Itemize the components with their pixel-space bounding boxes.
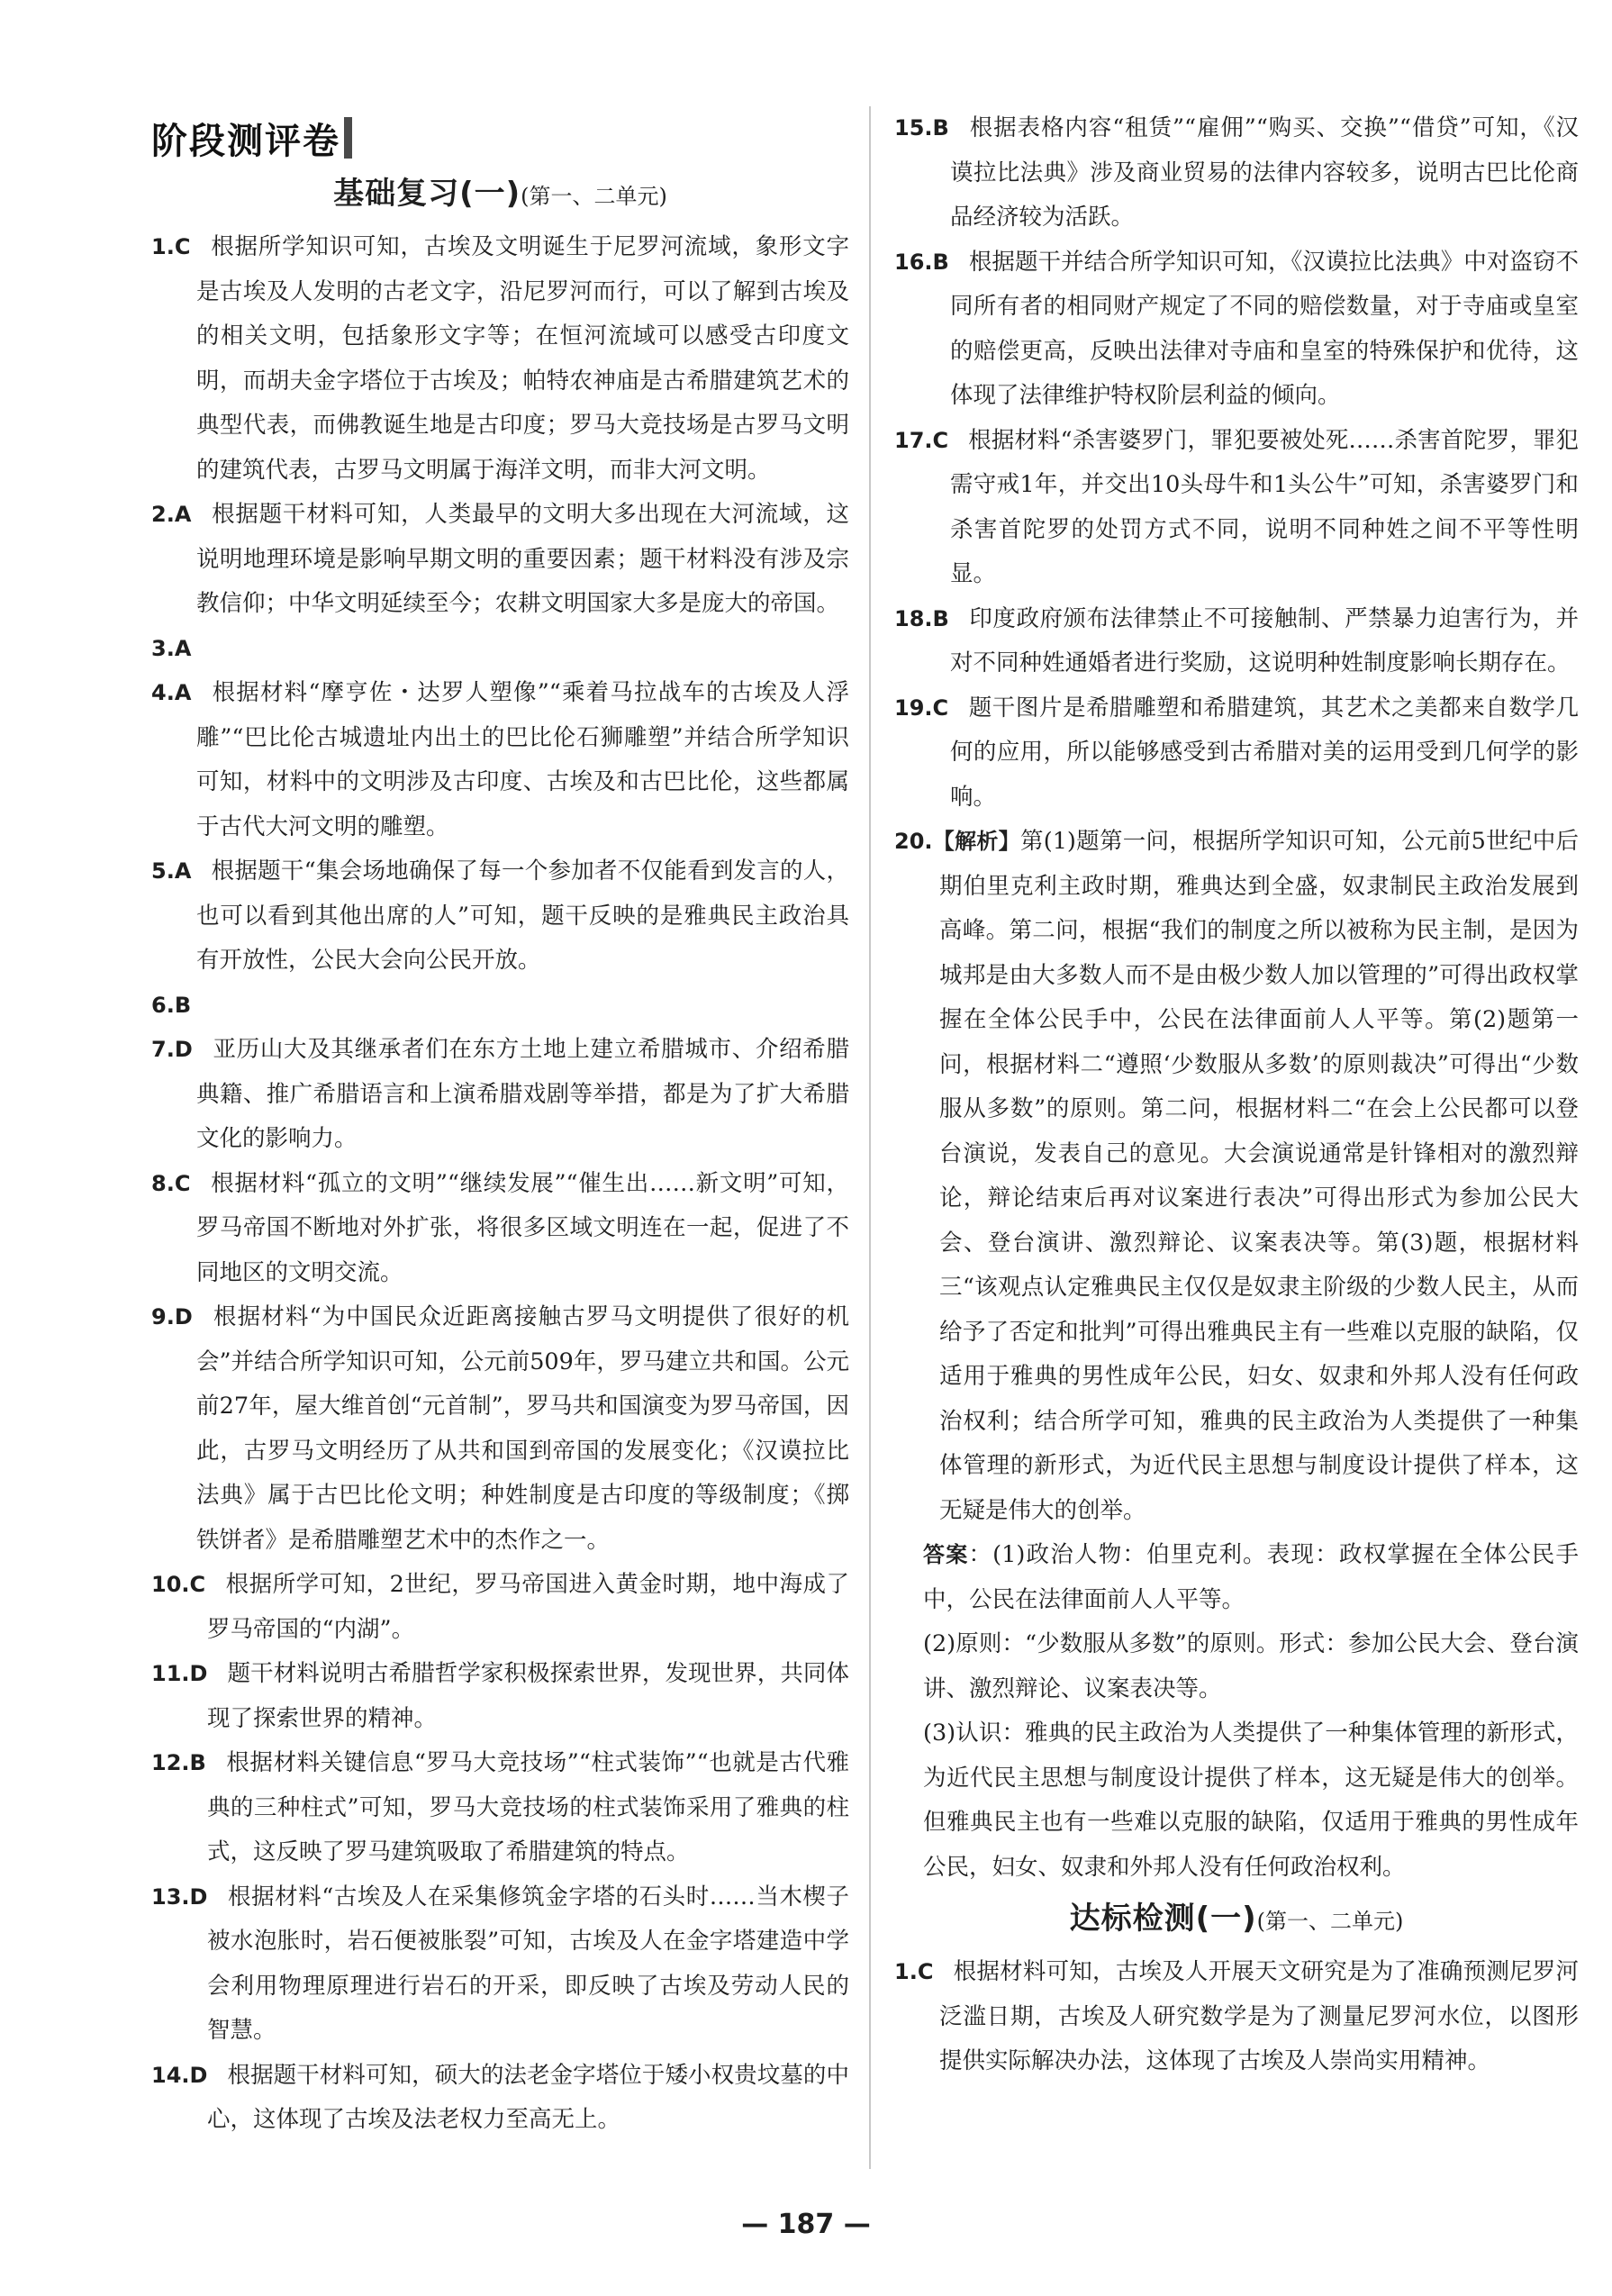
item-answer: C <box>932 694 949 721</box>
page-number: — 187 — <box>741 2209 871 2240</box>
item-answer: A <box>174 635 192 661</box>
answer-part-2 <box>894 1622 1579 1711</box>
answer-item <box>894 419 1579 597</box>
item-answer: D <box>189 1883 208 1910</box>
section-title-standard-check <box>894 1895 1579 1945</box>
answer-label: 答案 <box>923 1542 969 1567</box>
item-text: 根据题干材料可知，人类最早的文明大多出现在大河流域，这说明地理环境是影响早期文明的重要因素；题干材料没有涉及宗教信仰；中华文明延续至今；农耕文明国家大多是庞大的帝国。 <box>196 501 849 617</box>
answer-item <box>151 493 849 627</box>
item-text: 题干材料说明古希腊哲学家积极探索世界，发现世界，共同体现了探索世界的精神。 <box>207 1660 849 1732</box>
item-text: 根据材料可知，古埃及人开展天文研究是为了准确预测尼罗河泛滥日期，古埃及人研究数学是为了测量尼罗河水位，以图形提供实际解决办法，这体现了古埃及人崇尚实用精神。 <box>939 1958 1579 2074</box>
item-number: 10. <box>151 1572 190 1597</box>
answer-item <box>151 1295 849 1563</box>
answer-item <box>894 106 1579 240</box>
answer-item <box>151 671 849 849</box>
item-answer: D <box>189 2062 208 2088</box>
answer-text-2: (2)原则：“少数服从多数”的原则。形式：参加公民大会、登台演讲、激烈辩论、议案表决等。 <box>923 1630 1579 1702</box>
item-number: 8. <box>151 1170 175 1196</box>
column-divider <box>869 106 871 2169</box>
answer-part-1 <box>894 1533 1579 1622</box>
left-column <box>151 165 849 2143</box>
section-title-sub: (第一、二单元) <box>521 184 667 209</box>
item-answer: D <box>189 1661 208 1686</box>
left-answer-list <box>151 225 849 2143</box>
item-text: 根据表格内容“租赁”“雇佣”“购买、交换”“借贷”可知，《汉谟拉比法典》涉及商业贸易的法律内容较多，说明古巴比伦商品经济较为活跃。 <box>950 114 1579 231</box>
item-text: 第(1)题第一问，根据所学知识可知，公元前5世纪中后期伯里克利主政时期，雅典达到全盛，奴隶制民主政治发展到高峰。第二问，根据“我们的制度之所以被称为民主制，是因为城邦是由大多数人而不是由极少数人加以管理的”可得出政权掌握在全体公民手中，公民在法律面前人人平等。第(2)题第一问，根据材料二“遵照‘少数服从多数’的原则裁决”可得出“少数服从多数”的原则。第二问，根据材料二“在会上公民都可以登台演说，发表自己的意见。大会演说通常是针锋相对的激烈辩论，辩论结束后再对议案进行表决”可得出形式为参加公民大会、登台演讲、激烈辩论、议案表决等。第(3)题，根据材料三“该观点认定雅典民主仅仅是奴隶主阶级的少数人民主，从而给予了否定和批判”可得出雅典民主有一些难以克服的缺陷，仅适用于雅典的男性成年公民，妇女、奴隶和外邦人没有任何政治权利；结合所学可知，雅典的民主政治为人类提供了一种集体管理的新形式，为近代民主思想与制度设计提供了样本，这无疑是伟大的创举。 <box>939 828 1579 1524</box>
item-text: 根据材料“古埃及人在采集修筑金字塔的石头时……当木楔子被水泡胀时，岩石便被胀裂”可知，古埃及人在金字塔建造中学会利用物理原理进行岩石的开采，即反映了古埃及劳动人民的智慧。 <box>207 1883 849 2044</box>
item-number: 5. <box>151 858 175 884</box>
item-number: 20. <box>894 829 933 854</box>
answer-item-20 <box>894 820 1579 1533</box>
item-number: 15. <box>894 115 933 141</box>
item-number: 7. <box>151 1037 175 1062</box>
item-number: 1. <box>894 1959 918 1984</box>
item-answer: C <box>932 427 949 453</box>
item-answer: B <box>189 1750 206 1775</box>
section-title-basic-review <box>151 170 849 220</box>
right-column <box>894 106 1579 2084</box>
item-number: 12. <box>151 1750 190 1775</box>
item-number: 19. <box>894 694 933 721</box>
answer-item <box>151 984 849 1029</box>
item-number: 14. <box>151 2062 190 2088</box>
item-answer: B <box>174 992 192 1018</box>
item-number: 3. <box>151 635 175 661</box>
page-header-title: 阶段测评卷 <box>151 120 340 162</box>
answer-part-3 <box>894 1711 1579 1890</box>
item-answer: B <box>932 605 949 631</box>
item-text: 根据题干并结合所学知识可知，《汉谟拉比法典》中对盗窃不同所有者的相同财产规定了不同的赔偿数量，对于寺庙或皇室的赔偿更高，反映出法律对寺庙和皇室的特殊保护和优待，这体现了法律维护特权阶层利益的倾向。 <box>950 248 1579 409</box>
item-text: 根据题干“集会场地确保了每一个参加者不仅能看到发言的人，也可以看到其他出席的人”可知，题干反映的是雅典民主政治具有开放性，公民大会向公民开放。 <box>196 858 849 974</box>
item-text: 印度政府颁布法律禁止不可接触制、严禁暴力迫害行为，并对不同种姓通婚者进行奖励，这说明种姓制度影响长期存在。 <box>950 604 1579 676</box>
item-text: 根据所学知识可知，古埃及文明诞生于尼罗河流域，象形文字是古埃及人发明的古老文字，沿尼罗河而行，可以了解到古埃及的相关文明，包括象形文字等；在恒河流域可以感受古印度文明，而胡夫金字塔位于古埃及；帕特农神庙是古希腊建筑艺术的典型代表，而佛教诞生地是古印度；罗马大竞技场是古罗马文明的建筑代表，古罗马文明属于海洋文明，而非大河文明。 <box>196 233 849 484</box>
item-answer: D <box>174 1037 193 1062</box>
analysis-label: 【解析】 <box>932 829 1020 854</box>
answer-item <box>151 1563 849 1652</box>
item-text: 根据材料“杀害婆罗门，罪犯要被处死……杀害首陀罗，罪犯需守戒1年，并交出10头母牛和1头公牛”可知，杀害婆罗门和杀害首陀罗的处罚方式不同，说明不同种姓之间不平等性明显。 <box>950 426 1579 587</box>
right-answer-list <box>894 106 1579 820</box>
item-number: 2. <box>151 502 175 527</box>
item-number: 11. <box>151 1661 190 1686</box>
item-text: 根据材料“摩亨佐・达罗人塑像”“乘着马拉战车的古埃及人浮雕”“巴比伦古城遗址内出土的巴比伦石狮雕塑”并结合所学知识可知，材料中的文明涉及古印度、古埃及和古巴比伦，这些都属于古代大河文明的雕塑。 <box>196 679 849 840</box>
answer-item <box>894 1950 1579 2084</box>
answer-item <box>151 225 849 493</box>
item-text: 亚历山大及其继承者们在东方土地上建立希腊城市、介绍希腊典籍、推广希腊语言和上演希腊戏剧等举措，都是为了扩大希腊文化的影响力。 <box>196 1036 849 1152</box>
answer-item <box>151 1652 849 1741</box>
item-text: 根据材料“孤立的文明”“继续发展”“催生出……新文明”可知，罗马帝国不断地对外扩张，将很多区域文明连在一起，促进了不同地区的文明交流。 <box>196 1169 849 1286</box>
answer-item <box>894 686 1579 821</box>
item-text: 根据题干材料可知，硕大的法老金字塔位于矮小权贵坟墓的中心，这体现了古埃及法老权力至高无上。 <box>207 2061 849 2133</box>
item-answer: B <box>932 249 949 275</box>
item-text: 题干图片是希腊雕塑和希腊建筑，其艺术之美都来自数学几何的应用，所以能够感受到古希腊对美的运用受到几何学的影响。 <box>950 694 1579 811</box>
answer-item <box>151 2054 849 2143</box>
item-answer: B <box>932 115 949 141</box>
item-number: 4. <box>151 680 175 705</box>
item-answer: C <box>189 1572 206 1597</box>
item-number: 13. <box>151 1883 190 1910</box>
answer-text-3: (3)认识：雅典的民主政治为人类提供了一种集体管理的新形式，为近代民主思想与制度设计提供了样本，这无疑是伟大的创举。但雅典民主也有一些难以克服的缺陷，仅适用于雅典的男性成年公民，妇女、奴隶和外邦人没有任何政治权利。 <box>923 1720 1579 1881</box>
header-bar-decoration <box>344 117 352 159</box>
item-answer: A <box>174 502 192 527</box>
answer-text-1: ：(1)政治人物：伯里克利。表现：政权掌握在全体公民手中，公民在法律面前人人平等。 <box>923 1541 1579 1613</box>
item-number: 9. <box>151 1304 175 1330</box>
section-title-main: 基础复习(一) <box>333 176 521 212</box>
item-number: 17. <box>894 427 933 453</box>
check-answer-list <box>894 1950 1579 2084</box>
item-answer: D <box>174 1304 193 1330</box>
item-answer: A <box>174 858 192 884</box>
answer-item <box>151 1028 849 1162</box>
item-answer: A <box>174 680 192 705</box>
item-number: 1. <box>151 234 175 259</box>
answer-item <box>151 849 849 984</box>
item-answer: C <box>174 234 191 259</box>
answer-item <box>151 1741 849 1875</box>
item-text: 根据所学可知，2世纪，罗马帝国进入黄金时期，地中海成了罗马帝国的“内湖”。 <box>207 1571 849 1643</box>
page-header <box>151 112 358 164</box>
item-number: 16. <box>894 249 933 275</box>
answer-item <box>151 1875 849 2054</box>
item-number: 6. <box>151 992 175 1018</box>
item-answer: C <box>917 1959 934 1984</box>
section-title-main: 达标检测(一) <box>1069 1901 1257 1937</box>
answer-item <box>894 240 1579 419</box>
item-number: 18. <box>894 605 933 631</box>
answer-item <box>894 597 1579 686</box>
section-title-sub: (第一、二单元) <box>1256 1909 1404 1934</box>
item-text: 根据材料关键信息“罗马大竞技场”“柱式装饰”“也就是古代雅典的三种柱式”可知，罗马大竞技场的柱式装饰采用了雅典的柱式，这反映了罗马建筑吸取了希腊建筑的特点。 <box>207 1749 849 1865</box>
answer-item <box>151 1162 849 1296</box>
answer-item <box>151 627 849 672</box>
item-answer: C <box>174 1170 191 1196</box>
item-text: 根据材料“为中国民众近距离接触古罗马文明提供了很好的机会”并结合所学知识可知，公元前509年，罗马建立共和国。公元前27年，屋大维首创“元首制”，罗马共和国演变为罗马帝国，因此，古罗马文明经历了从共和国到帝国的发展变化；《汉谟拉比法典》属于古巴比伦文明；种姓制度是古印度的等级制度；《掷铁饼者》是希腊雕塑艺术中的杰作之一。 <box>196 1303 849 1554</box>
